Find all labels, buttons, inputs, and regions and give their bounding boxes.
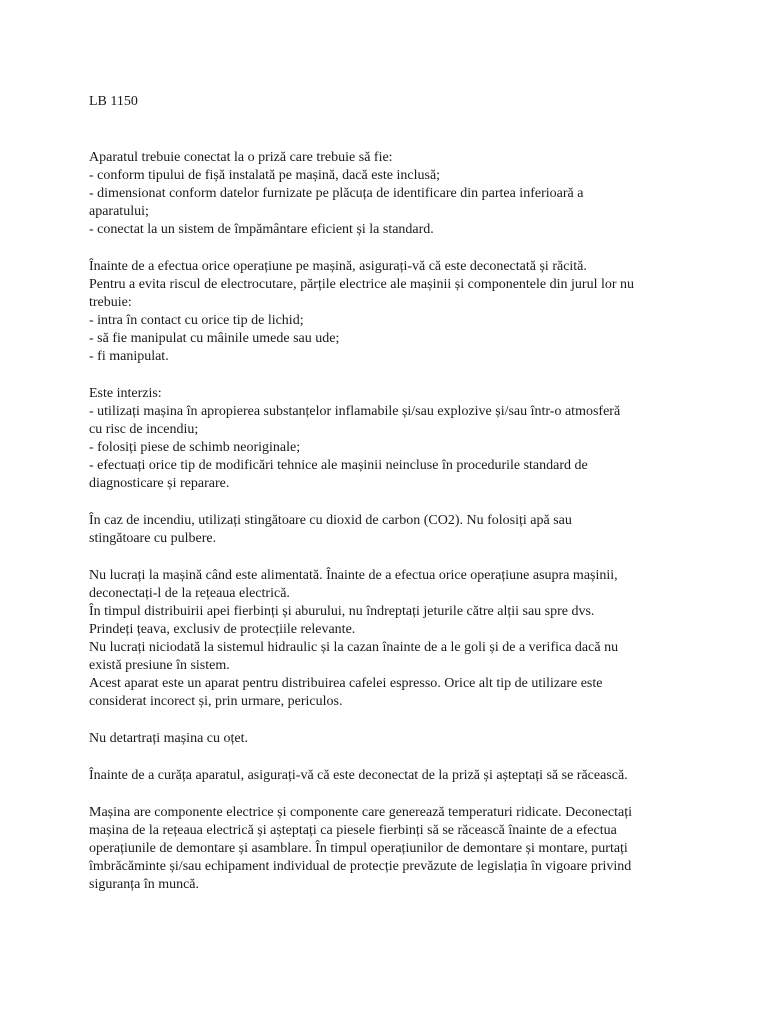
text-line: - efectuați orice tip de modificări tehnice ale mașinii neincluse în procedurile standard de bbox=[89, 458, 588, 473]
text-line: În caz de incendiu, utilizați stingătoare cu dioxid de carbon (CO2). Nu folosiți apă sau bbox=[89, 513, 572, 528]
text-line: stingătoare cu pulbere. bbox=[89, 531, 217, 546]
text-line: - intra în contact cu orice tip de lichid; bbox=[89, 313, 304, 328]
text-line: diagnosticare și reparare. bbox=[89, 476, 230, 491]
text-line: - conectat la un sistem de împământare eficient și la standard. bbox=[89, 222, 434, 237]
paragraph-electrical-safety bbox=[89, 258, 689, 366]
text-line: Acest aparat este un aparat pentru distribuirea cafelei espresso. Orice alt tip de utilizare este bbox=[89, 676, 603, 691]
paragraph-power-connection bbox=[89, 149, 689, 239]
text-line: îmbrăcăminte și/sau echipament individual de protecție prevăzute de legislația în vigoare privind bbox=[89, 859, 632, 874]
text-line: Este interzis: bbox=[89, 386, 162, 401]
text-line: - fi manipulat. bbox=[89, 349, 169, 364]
text-line: siguranța în muncă. bbox=[89, 877, 200, 892]
text-line: trebuie: bbox=[89, 295, 132, 310]
paragraph-components bbox=[89, 804, 689, 894]
text-line: În timpul distribuirii apei fierbinți și aburului, nu îndreptați jeturile către alții sau spre dvs. bbox=[89, 604, 595, 619]
text-line: considerat incorect și, prin urmare, periculos. bbox=[89, 694, 343, 709]
text-line: - utilizați mașina în apropierea substanțelor inflamabile și/sau explozive și/sau într-o atmosferă bbox=[89, 404, 621, 419]
paragraph-prohibited bbox=[89, 385, 689, 493]
text-line: Înainte de a curăța aparatul, asigurați-vă că este deconectat de la priză și așteptați să se răcească. bbox=[89, 768, 628, 783]
text-line: deconectați-l de la rețeaua electrică. bbox=[89, 586, 290, 601]
text-line: aparatului; bbox=[89, 204, 149, 219]
text-line: - folosiți piese de schimb neoriginale; bbox=[89, 440, 301, 455]
text-line: cu risc de incendiu; bbox=[89, 422, 199, 437]
document-title: LB 1150 bbox=[89, 94, 138, 109]
text-line: Nu lucrați la mașină când este alimentată. Înainte de a efectua orice operațiune asupra mașinii, bbox=[89, 568, 618, 583]
text-line: Prindeți țeava, exclusiv de protecțiile relevante. bbox=[89, 622, 356, 637]
text-line: mașina de la rețeaua electrică și așteptați ca piesele fierbinți să se răcească înainte de a efectua bbox=[89, 823, 617, 838]
document-page bbox=[89, 93, 689, 913]
text-line: Nu detartrați mașina cu oțet. bbox=[89, 731, 248, 746]
text-line: există presiune în sistem. bbox=[89, 658, 230, 673]
text-line: Pentru a evita riscul de electrocutare, părțile electrice ale mașinii și componentele din jurul lor nu bbox=[89, 277, 635, 292]
text-line: - să fie manipulat cu mâinile umede sau ude; bbox=[89, 331, 340, 346]
paragraph-cleaning bbox=[89, 767, 689, 785]
text-line: Înainte de a efectua orice operațiune pe mașină, asigurați-vă că este deconectată și răcită. bbox=[89, 259, 587, 274]
text-line: - conform tipului de fișă instalată pe mașină, dacă este inclusă; bbox=[89, 168, 441, 183]
text-line: Mașina are componente electrice și componente care generează temperaturi ridicate. Deconectați bbox=[89, 805, 632, 820]
paragraph-descaling bbox=[89, 730, 689, 748]
paragraph-operation-warnings bbox=[89, 567, 689, 711]
text-line: operațiunile de demontare și asamblare. În timpul operațiunilor de demontare și montare, purtați bbox=[89, 841, 628, 856]
paragraph-fire bbox=[89, 512, 689, 548]
text-line: Nu lucrați niciodată la sistemul hidraulic și la cazan înainte de a le goli și de a verifica dacă nu bbox=[89, 640, 619, 655]
text-line: - dimensionat conform datelor furnizate pe plăcuța de identificare din partea inferioară a bbox=[89, 186, 584, 201]
text-line: Aparatul trebuie conectat la o priză care trebuie să fie: bbox=[89, 150, 393, 165]
